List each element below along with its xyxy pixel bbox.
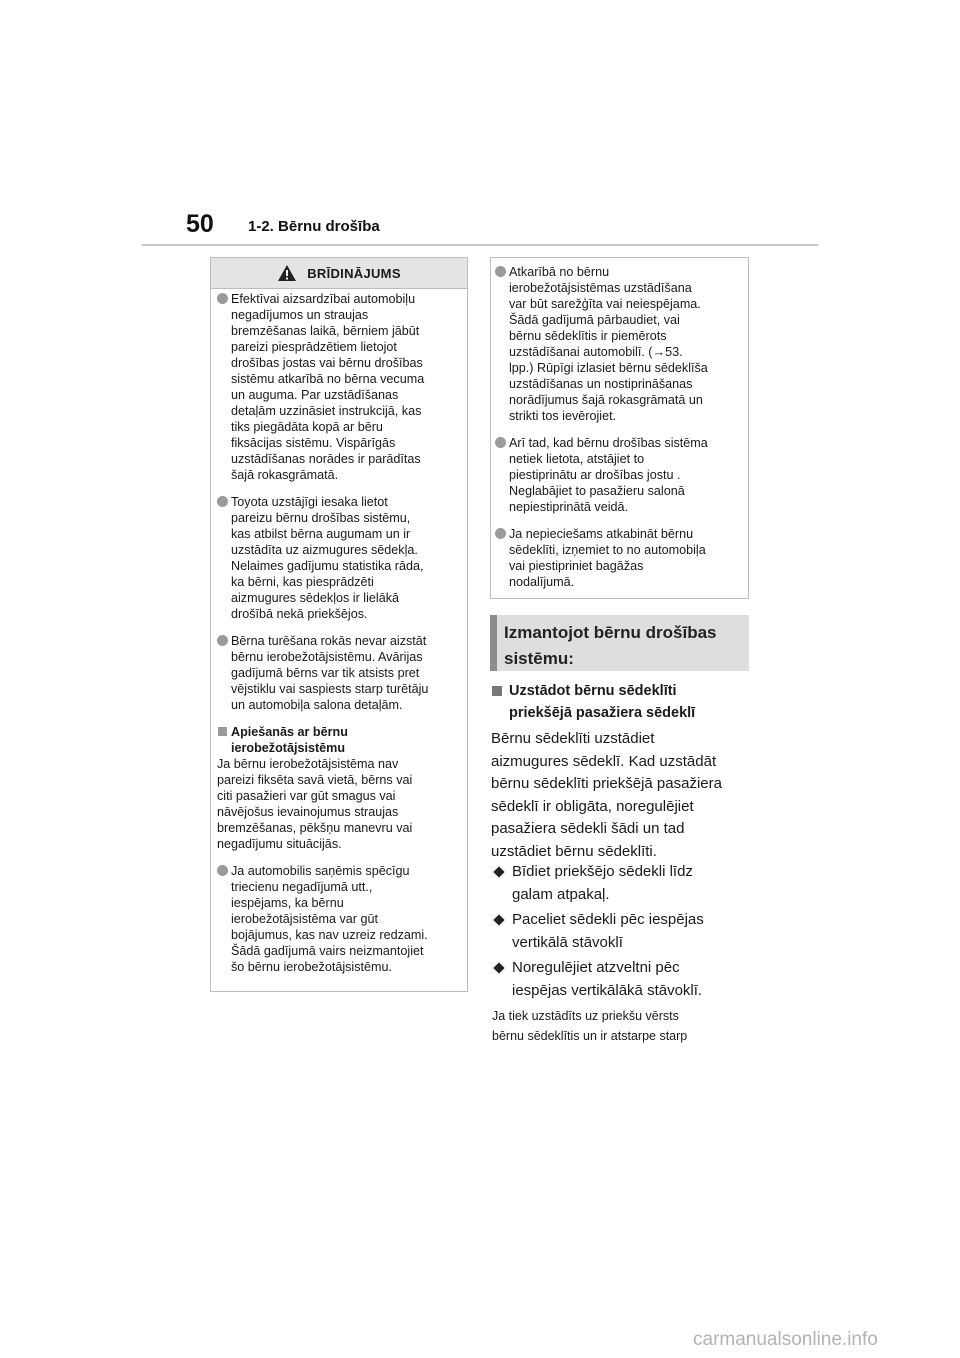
body-paragraph: Bērnu sēdeklīti uzstādiet aizmugures sēdeklī. Kad uzstādāt bērnu sēdeklīti priekšējā pasažiera sēdeklī ir obligāta, noregulējiet pasažiera sēdekli šādi un tad uzstādiet bērnu sēdeklīti. <box>491 730 722 860</box>
warning-header <box>211 258 467 289</box>
watermark: carmanualsonline.info <box>693 1329 878 1350</box>
bullet-dot-icon <box>217 865 228 876</box>
notes-box <box>490 257 749 599</box>
warning-subsection-text: Apiešanās ar bērnu ierobežotājsistēmu <box>231 725 348 755</box>
warning-item-text: Toyota uzstājīgi iesaka lietot pareizu bērnu drošības sistēmu, kas atbilst bērna augumam un ir uzstādīta uz aizmugures sēdekļa. Nelaimes gadījumu statistika rāda, ka bērni, kas piesprādzēti aizmugures sēdekļos ir lielākā drošībā nekā priekšējos. <box>231 495 424 621</box>
warning-subsection-body: Ja bērnu ierobežotājsistēma nav pareizi fiksēta savā vietā, bērns vai citi pasažieri var gūt smagus vai nāvējošus ievainojumus straujas bremzēšanas, pēkšņu manevru vai negadījumu situācijās. <box>217 757 413 851</box>
section-heading: Izmantojot bērnu drošības sistēmu: <box>490 615 749 671</box>
warning-item-text: Efektīvai aizsardzībai automobiļu negadījumos un straujas bremzēšanas laikā, bērniem jābūt pareizi piesprādzētiem lietojot drošības jostas vai bērnu drošības sistēmu atkarībā no bērna vecuma un auguma. Par uzstādīšanas detaļām uzzināsiet instrukcijā, kas tiks piegādāta kopā ar bēru fiksācijas sistēmu. Vispārīgās uzstādīšanas norādes ir parādītas šajā rokasgrāmatā. <box>231 292 425 482</box>
step-item <box>493 909 755 954</box>
warning-box <box>210 257 468 992</box>
warning-item-text: Bērna turēšana rokās nevar aizstāt bērnu ierobežotājsistēmu. Avārijas gadījumā bērns var tik atsists pret vējstiklu vai saspiests starp turētāju un automobiļa salona detaļām. <box>231 634 429 712</box>
warning-title: BRĪDINĀJUMS <box>307 265 401 281</box>
note-item <box>495 435 740 515</box>
note-item <box>495 264 740 424</box>
bullet-dot-icon <box>217 635 228 646</box>
note-item-text: Arī tad, kad bērnu drošības sistēma netiek lietota, atstājiet to piestiprinātu ar drošības jostu . Neglabājiet to pasažieru salonā nepiestiprinātā veidā. <box>509 436 708 514</box>
warning-item-text: Ja automobilis saņēmis spēcīgu triecienu negadījumā utt., iespējams, ka bērnu ierobežotājsistēma var gūt bojājumus, kas nav uzreiz redzami. Šādā gadījumā vairs neizmantojiet šo bērnu ierobežotājsistēmu. <box>231 864 428 974</box>
header-divider <box>142 244 818 246</box>
warning-triangle-icon <box>277 264 297 282</box>
continued-text: Ja tiek uzstādīts uz priekšu vērsts bērnu sēdeklītis un ir atstarpe starp <box>492 1009 688 1043</box>
bullet-dot-icon <box>217 293 228 304</box>
bullet-dot-icon <box>495 266 506 277</box>
square-bullet-icon <box>492 686 502 696</box>
warning-subsection-title <box>217 724 459 756</box>
warning-body <box>211 289 467 975</box>
warning-item <box>217 291 459 483</box>
step-text: Paceliet sēdekli pēc iespējas vertikālā stāvoklī <box>512 911 704 951</box>
step-item <box>493 957 755 1002</box>
step-item <box>493 861 755 906</box>
note-item-text: Ja nepieciešams atkabināt bērnu sēdeklīti, izņemiet to no automobiļa vai piestipriniet bagāžas nodalījumā. <box>509 527 706 589</box>
note-item-text: Atkarībā no bērnu ierobežotājsistēmas uzstādīšana var būt sarežģīta vai neiespējama. Šādā gadījumā pārbaudiet, vai bērnu sēdeklītis ir piemērots uzstādīšanai automobilī. (→53. lpp.) Rūpīgi izlasiet bērnu sēdeklīša uzstādīšanas un nostiprināšanas norādījumus šajā rokasgrāmatā un strikti tos ievērojiet. <box>509 265 708 423</box>
subheading <box>492 680 752 724</box>
note-item <box>495 526 740 590</box>
page-number: 50 <box>186 210 214 238</box>
step-text: Noregulējiet atzveltni pēc iespējas vertikālākā stāvoklī. <box>512 959 703 999</box>
page-header <box>0 0 960 250</box>
diamond-bullet-icon <box>493 866 504 877</box>
subheading-text: Uzstādot bērnu sēdeklīti priekšējā pasažiera sēdeklī <box>509 683 696 721</box>
diamond-bullet-icon <box>493 962 504 973</box>
bullet-dot-icon <box>495 528 506 539</box>
bullet-dot-icon <box>495 437 506 448</box>
warning-item <box>217 863 459 975</box>
warning-item <box>217 633 459 713</box>
warning-item <box>217 494 459 622</box>
square-bullet-icon <box>218 727 227 736</box>
diamond-bullet-icon <box>493 914 504 925</box>
step-text: Bīdiet priekšējo sēdekli līdz galam atpakaļ. <box>512 863 693 903</box>
section-title: 1-2. Bērnu drošība <box>248 218 380 235</box>
bullet-dot-icon <box>217 496 228 507</box>
